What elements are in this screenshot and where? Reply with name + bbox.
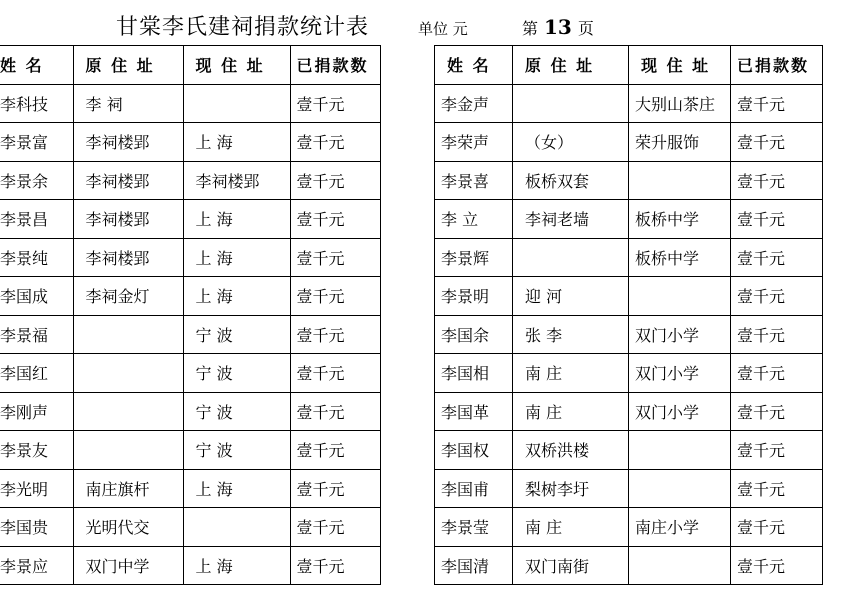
cell-donated-amount: 壹千元 — [290, 123, 380, 162]
table-row — [0, 546, 380, 585]
cell-original-address: 李祠老墙 — [513, 200, 629, 239]
cell-donated-amount: 壹千元 — [290, 508, 380, 547]
cell-name: 李国革 — [435, 392, 513, 431]
table-row — [0, 161, 380, 200]
column-header-donated: 已捐款数 — [731, 46, 823, 85]
donation-table-left — [0, 45, 381, 585]
page-indicator — [522, 15, 594, 39]
cell-current-address — [629, 546, 731, 585]
cell-original-address: 李祠楼郢 — [73, 238, 183, 277]
cell-donated-amount: 壹千元 — [290, 84, 380, 123]
cell-current-address — [183, 84, 290, 123]
column-header-current-address: 现 住 址 — [629, 46, 731, 85]
table-row — [435, 546, 823, 585]
cell-original-address: 南 庄 — [513, 508, 629, 547]
cell-name: 李国贵 — [0, 508, 73, 547]
cell-current-address: 上 海 — [183, 123, 290, 162]
cell-current-address: 宁 波 — [183, 354, 290, 393]
table-row — [435, 161, 823, 200]
table-row — [0, 354, 380, 393]
cell-donated-amount: 壹千元 — [731, 546, 823, 585]
cell-original-address: 南庄旗杆 — [73, 469, 183, 508]
cell-current-address: 上 海 — [183, 546, 290, 585]
page-suffix: 页 — [577, 19, 594, 38]
table-row — [435, 84, 823, 123]
cell-current-address: 南庄小学 — [629, 508, 731, 547]
cell-original-address: 迎 河 — [513, 277, 629, 316]
cell-current-address — [629, 431, 731, 470]
table-header-row — [0, 46, 380, 85]
cell-original-address: 板桥双套 — [513, 161, 629, 200]
table-row — [435, 315, 823, 354]
table-row — [0, 469, 380, 508]
page-number: 13 — [544, 15, 572, 39]
cell-name: 李景纯 — [0, 238, 73, 277]
table-row — [435, 123, 823, 162]
cell-donated-amount: 壹千元 — [731, 200, 823, 239]
cell-current-address: 上 海 — [183, 200, 290, 239]
cell-original-address — [73, 315, 183, 354]
table-row — [0, 431, 380, 470]
cell-name: 李景辉 — [435, 238, 513, 277]
cell-current-address: 李祠楼郢 — [183, 161, 290, 200]
table-row — [435, 277, 823, 316]
cell-name: 李国清 — [435, 546, 513, 585]
cell-name: 李光明 — [0, 469, 73, 508]
cell-name: 李景富 — [0, 123, 73, 162]
column-header-original-address: 原 住 址 — [73, 46, 183, 85]
cell-donated-amount: 壹千元 — [290, 546, 380, 585]
table-row — [0, 200, 380, 239]
cell-donated-amount: 壹千元 — [290, 431, 380, 470]
cell-name: 李荣声 — [435, 123, 513, 162]
cell-original-address: 李祠楼郢 — [73, 123, 183, 162]
table-header-row — [435, 46, 823, 85]
table-body-left — [0, 84, 380, 585]
cell-current-address: 板桥中学 — [629, 200, 731, 239]
cell-original-address: 梨树李圩 — [513, 469, 629, 508]
cell-donated-amount: 壹千元 — [731, 277, 823, 316]
cell-name: 李景余 — [0, 161, 73, 200]
page-prefix: 第 — [522, 19, 539, 38]
cell-original-address: 南 庄 — [513, 354, 629, 393]
cell-donated-amount: 壹千元 — [731, 238, 823, 277]
cell-original-address — [513, 238, 629, 277]
cell-name: 李景昌 — [0, 200, 73, 239]
cell-original-address — [73, 431, 183, 470]
cell-name: 李景喜 — [435, 161, 513, 200]
cell-current-address: 宁 波 — [183, 392, 290, 431]
cell-donated-amount: 壹千元 — [731, 431, 823, 470]
table-row — [435, 354, 823, 393]
cell-name: 李景福 — [0, 315, 73, 354]
cell-current-address — [629, 277, 731, 316]
table-row — [435, 392, 823, 431]
column-header-original-address: 原 住 址 — [513, 46, 629, 85]
cell-current-address: 板桥中学 — [629, 238, 731, 277]
cell-donated-amount: 壹千元 — [290, 354, 380, 393]
column-header-donated: 已捐款数 — [290, 46, 380, 85]
cell-current-address — [629, 469, 731, 508]
cell-donated-amount: 壹千元 — [290, 277, 380, 316]
cell-donated-amount: 壹千元 — [731, 469, 823, 508]
cell-current-address: 上 海 — [183, 469, 290, 508]
cell-original-address: 双桥洪楼 — [513, 431, 629, 470]
cell-donated-amount: 壹千元 — [731, 315, 823, 354]
donation-table-right — [434, 45, 823, 585]
table-row — [0, 315, 380, 354]
table-row — [0, 123, 380, 162]
cell-name: 李国成 — [0, 277, 73, 316]
cell-current-address — [183, 508, 290, 547]
table-row — [435, 431, 823, 470]
table-row — [0, 508, 380, 547]
cell-current-address: 宁 波 — [183, 431, 290, 470]
cell-current-address: 上 海 — [183, 238, 290, 277]
cell-original-address: 李祠金灯 — [73, 277, 183, 316]
cell-current-address: 上 海 — [183, 277, 290, 316]
cell-donated-amount: 壹千元 — [731, 354, 823, 393]
cell-current-address: 双门小学 — [629, 315, 731, 354]
table-row — [0, 238, 380, 277]
cell-donated-amount: 壹千元 — [731, 123, 823, 162]
column-header-name: 姓 名 — [0, 46, 73, 85]
cell-name: 李景友 — [0, 431, 73, 470]
cell-name: 李国余 — [435, 315, 513, 354]
cell-original-address: 张 李 — [513, 315, 629, 354]
cell-donated-amount: 壹千元 — [290, 315, 380, 354]
cell-original-address: 双门南街 — [513, 546, 629, 585]
table-row — [0, 84, 380, 123]
cell-original-address: （女） — [513, 123, 629, 162]
cell-current-address: 双门小学 — [629, 392, 731, 431]
cell-donated-amount: 壹千元 — [731, 508, 823, 547]
cell-name: 李金声 — [435, 84, 513, 123]
cell-original-address: 李祠楼郢 — [73, 200, 183, 239]
cell-current-address: 宁 波 — [183, 315, 290, 354]
cell-donated-amount: 壹千元 — [290, 238, 380, 277]
table-row — [435, 469, 823, 508]
page-title: 甘棠李氏建祠捐款统计表 — [116, 15, 370, 40]
cell-donated-amount: 壹千元 — [290, 161, 380, 200]
cell-original-address — [73, 392, 183, 431]
cell-current-address: 双门小学 — [629, 354, 731, 393]
cell-donated-amount: 壹千元 — [731, 392, 823, 431]
cell-name: 李景明 — [435, 277, 513, 316]
cell-current-address: 大别山茶庄 — [629, 84, 731, 123]
cell-original-address: 李 祠 — [73, 84, 183, 123]
table-row — [435, 238, 823, 277]
cell-current-address: 荣升服饰 — [629, 123, 731, 162]
cell-name: 李景应 — [0, 546, 73, 585]
cell-original-address: 双门中学 — [73, 546, 183, 585]
cell-name: 李科技 — [0, 84, 73, 123]
column-header-current-address: 现 住 址 — [183, 46, 290, 85]
cell-donated-amount: 壹千元 — [731, 84, 823, 123]
cell-name: 李刚声 — [0, 392, 73, 431]
cell-original-address: 李祠楼郢 — [73, 161, 183, 200]
table-row — [435, 508, 823, 547]
table-row — [435, 200, 823, 239]
cell-donated-amount: 壹千元 — [290, 469, 380, 508]
cell-name: 李国甫 — [435, 469, 513, 508]
table-body-right — [435, 84, 823, 585]
cell-donated-amount: 壹千元 — [290, 200, 380, 239]
cell-name: 李景莹 — [435, 508, 513, 547]
table-row — [0, 392, 380, 431]
cell-current-address — [629, 161, 731, 200]
cell-original-address — [513, 84, 629, 123]
cell-original-address: 南 庄 — [513, 392, 629, 431]
cell-name: 李国相 — [435, 354, 513, 393]
cell-name: 李 立 — [435, 200, 513, 239]
table-row — [0, 277, 380, 316]
column-header-name: 姓 名 — [435, 46, 513, 85]
cell-name: 李国权 — [435, 431, 513, 470]
unit-label: 单位 元 — [418, 20, 468, 38]
cell-original-address: 光明代交 — [73, 508, 183, 547]
cell-donated-amount: 壹千元 — [731, 161, 823, 200]
cell-donated-amount: 壹千元 — [290, 392, 380, 431]
cell-original-address — [73, 354, 183, 393]
cell-name: 李国红 — [0, 354, 73, 393]
